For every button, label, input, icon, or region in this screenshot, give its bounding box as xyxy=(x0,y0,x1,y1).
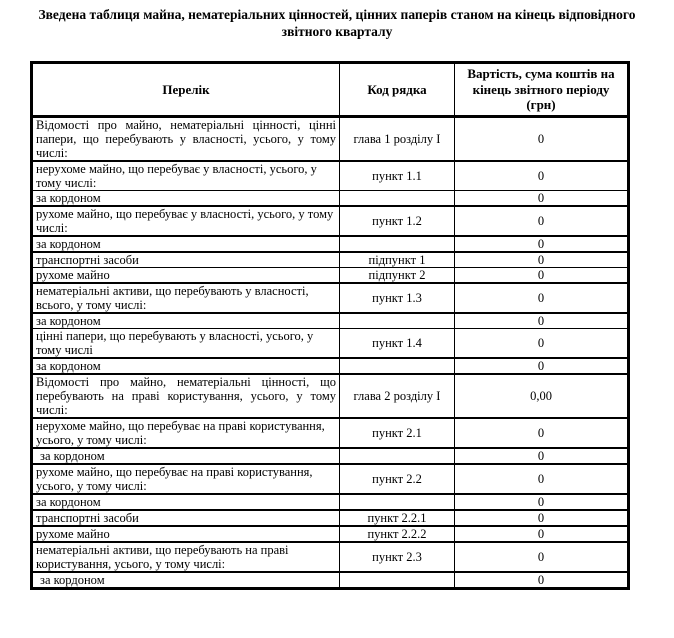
row-code-cell: пункт 2.3 xyxy=(340,542,455,572)
row-label-cell: нерухоме майно, що перебуває у власності, усього, у тому числі: xyxy=(32,161,340,191)
column-header-value: Вартість, сума коштів на кінець звітного періоду (грн) xyxy=(455,63,629,117)
row-code-cell: пункт 1.4 xyxy=(340,329,455,359)
row-label-cell: за кордоном xyxy=(32,236,340,252)
table-row xyxy=(32,542,629,572)
row-label-cell: нематеріальні активи, що перебувають у власності, всього, у тому числі: xyxy=(32,283,340,313)
row-label-cell: транспортні засоби xyxy=(32,510,340,526)
table-row xyxy=(32,448,629,464)
table-row xyxy=(32,526,629,542)
row-label-cell: за кордоном xyxy=(32,313,340,329)
row-label-cell: Відомості про майно, нематеріальні цінності, що перебувають на праві користування, усього, у тому числі: xyxy=(32,374,340,418)
row-code-cell: пункт 2.2.1 xyxy=(340,510,455,526)
row-label-cell: за кордоном xyxy=(32,191,340,207)
row-value-cell: 0 xyxy=(455,526,629,542)
table-row xyxy=(32,464,629,494)
row-code-cell: підпункт 1 xyxy=(340,252,455,268)
page-title: Зведена таблиця майна, нематеріальних цінностей, цінних паперів станом на кінець відповідного звітного кварталу xyxy=(38,7,636,39)
row-value-cell: 0,00 xyxy=(455,374,629,418)
row-value-cell: 0 xyxy=(455,313,629,329)
table-row xyxy=(32,161,629,191)
table-row xyxy=(32,236,629,252)
row-value-cell: 0 xyxy=(455,268,629,284)
table-row xyxy=(32,206,629,236)
row-value-cell: 0 xyxy=(455,494,629,510)
row-code-cell: пункт 2.2 xyxy=(340,464,455,494)
row-value-cell: 0 xyxy=(455,542,629,572)
table-header xyxy=(32,63,629,117)
table-row xyxy=(32,283,629,313)
row-value-cell: 0 xyxy=(455,448,629,464)
row-value-cell: 0 xyxy=(455,510,629,526)
row-value-cell: 0 xyxy=(455,206,629,236)
row-code-cell xyxy=(340,191,455,207)
row-label-cell: цінні папери, що перебувають у власності, усього, у тому числі xyxy=(32,329,340,359)
row-code-cell xyxy=(340,448,455,464)
row-label-cell: рухоме майно xyxy=(32,268,340,284)
row-label-cell: за кордоном xyxy=(32,494,340,510)
row-code-cell xyxy=(340,236,455,252)
row-value-cell: 0 xyxy=(455,161,629,191)
row-label-cell: за кордоном xyxy=(32,358,340,374)
row-value-cell: 0 xyxy=(455,252,629,268)
row-code-cell xyxy=(340,494,455,510)
table-row xyxy=(32,191,629,207)
row-code-cell: глава 1 розділу I xyxy=(340,117,455,162)
row-value-cell: 0 xyxy=(455,236,629,252)
table-row xyxy=(32,572,629,589)
row-label-cell: нерухоме майно, що перебуває на праві користування, усього, у тому числі: xyxy=(32,418,340,448)
row-label-cell: за кордоном xyxy=(32,572,340,589)
table-row xyxy=(32,329,629,359)
assets-summary-table xyxy=(30,61,630,590)
table-row xyxy=(32,313,629,329)
table-row xyxy=(32,358,629,374)
row-value-cell: 0 xyxy=(455,329,629,359)
row-code-cell: пункт 2.1 xyxy=(340,418,455,448)
column-header-list: Перелік xyxy=(32,63,340,117)
row-code-cell: пункт 1.2 xyxy=(340,206,455,236)
row-code-cell: пункт 1.3 xyxy=(340,283,455,313)
row-label-cell: Відомості про майно, нематеріальні цінності, цінні папери, що перебувають у власності, усього, у тому числі: xyxy=(32,117,340,162)
row-label-cell: нематеріальні активи, що перебувають на праві користування, усього, у тому числі: xyxy=(32,542,340,572)
column-header-code: Код рядка xyxy=(340,63,455,117)
table-body xyxy=(32,117,629,589)
row-code-cell: пункт 2.2.2 xyxy=(340,526,455,542)
row-label-cell: рухоме майно, що перебуває на праві користування, усього, у тому числі: xyxy=(32,464,340,494)
row-value-cell: 0 xyxy=(455,191,629,207)
row-value-cell: 0 xyxy=(455,572,629,589)
row-code-cell: пункт 1.1 xyxy=(340,161,455,191)
table-row xyxy=(32,510,629,526)
row-code-cell xyxy=(340,358,455,374)
row-code-cell: підпункт 2 xyxy=(340,268,455,284)
row-value-cell: 0 xyxy=(455,283,629,313)
table-row xyxy=(32,252,629,268)
header-row xyxy=(32,63,629,117)
row-value-cell: 0 xyxy=(455,358,629,374)
row-code-cell: глава 2 розділу I xyxy=(340,374,455,418)
row-label-cell: транспортні засоби xyxy=(32,252,340,268)
row-code-cell xyxy=(340,313,455,329)
row-label-cell: рухоме майно, що перебуває у власності, усього, у тому числі: xyxy=(32,206,340,236)
table-row xyxy=(32,117,629,162)
table-row xyxy=(32,494,629,510)
row-label-cell: за кордоном xyxy=(32,448,340,464)
row-code-cell xyxy=(340,572,455,589)
table-row xyxy=(32,374,629,418)
row-value-cell: 0 xyxy=(455,418,629,448)
row-label-cell: рухоме майно xyxy=(32,526,340,542)
row-value-cell: 0 xyxy=(455,117,629,162)
row-value-cell: 0 xyxy=(455,464,629,494)
table-row xyxy=(32,268,629,284)
table-row xyxy=(32,418,629,448)
